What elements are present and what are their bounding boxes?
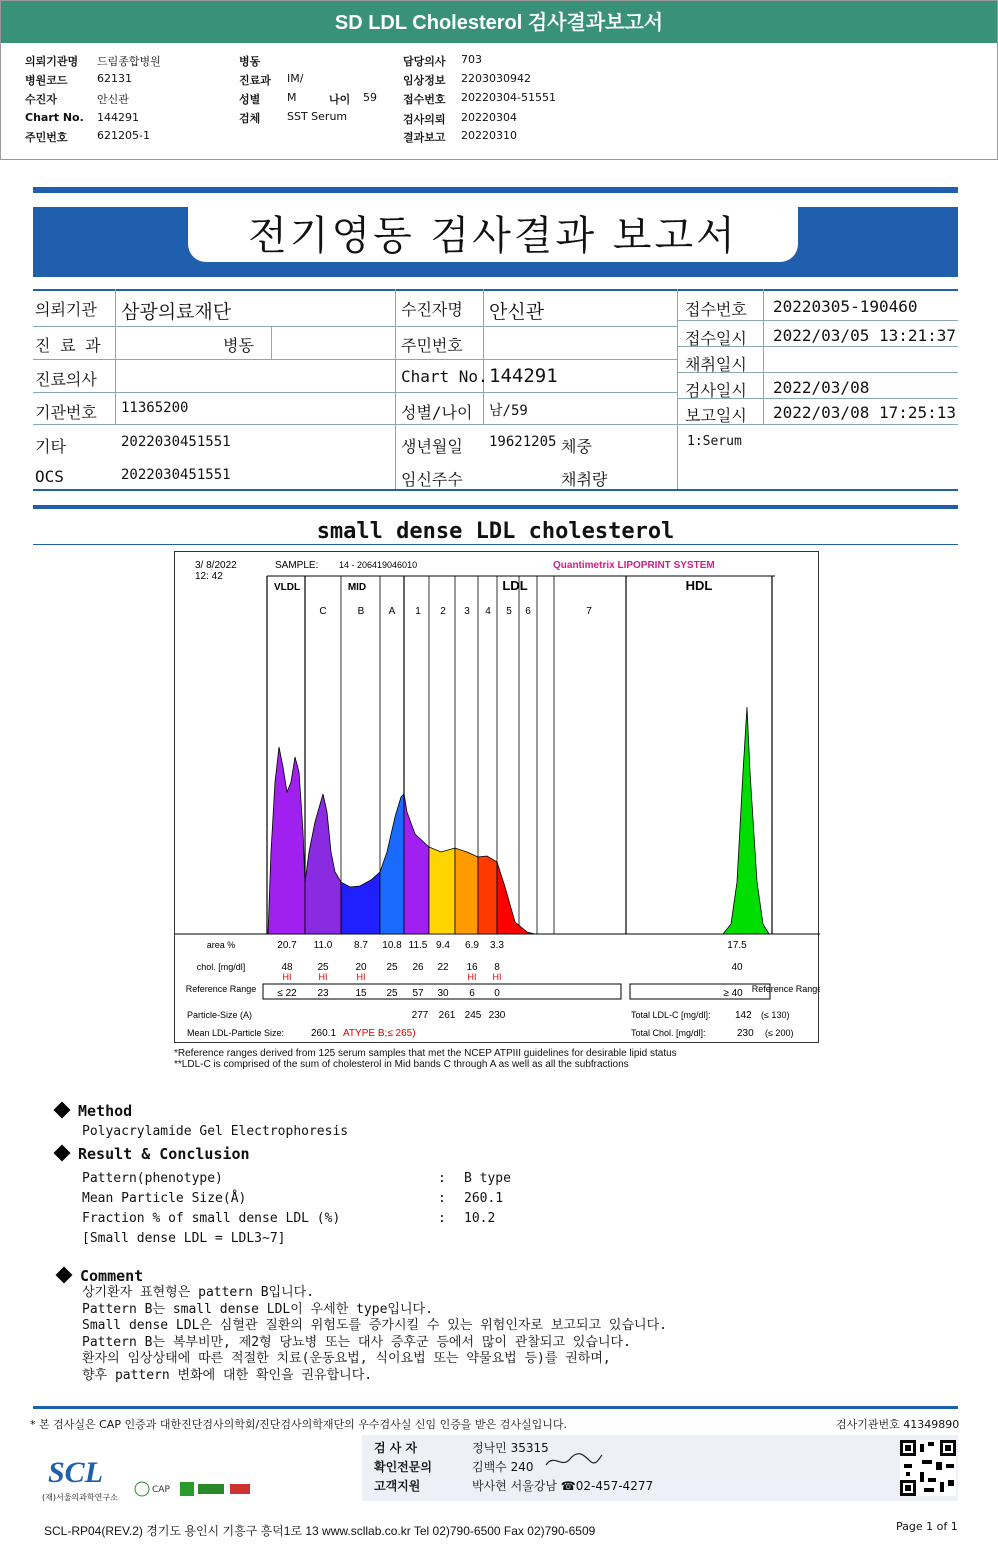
h-value: 20220304-51551 (461, 91, 556, 104)
chart-date: 3/ 8/2022 (195, 560, 237, 571)
report-date-label: 보고일시 (685, 406, 747, 425)
sample-value: 14 - 206419046010 (339, 560, 418, 570)
area-value: 11.5 (408, 940, 428, 951)
etc-label: 기타 (35, 437, 66, 456)
h-label: 주민번호 (25, 131, 68, 144)
profile-area (478, 856, 497, 934)
h-label: 임상정보 (403, 74, 446, 87)
band-label: A (388, 606, 396, 617)
preg-label: 임신주수 (401, 470, 463, 489)
result-key: Pattern(phenotype) (82, 1171, 223, 1186)
ref-value: 30 (437, 988, 449, 999)
institution-value: 삼광의료재단 (121, 301, 232, 323)
patient-label: 수진자명 (401, 300, 463, 319)
mean-label: Mean LDL-Particle Size: (187, 1028, 285, 1038)
specialist-value: 김백수 240 (472, 1460, 534, 1474)
page-number: Page 1 of 1 (896, 1520, 958, 1533)
chart-svg (175, 552, 820, 1044)
cert-logos-icon (134, 1478, 254, 1500)
total-ldl-ref: (≤ 130) (761, 1010, 790, 1020)
area-value: 10.8 (382, 940, 402, 951)
inst-no-label: 기관번호 (35, 403, 97, 422)
hi-flag: HI (467, 972, 477, 982)
area-value: 17.5 (727, 940, 747, 951)
particle-value: 277 (411, 1010, 429, 1021)
reference-notes (174, 1048, 677, 1070)
area-value: 11.0 (313, 940, 333, 951)
band-label: B (357, 606, 365, 617)
band-label: 4 (485, 606, 491, 617)
profile-area (341, 872, 380, 934)
collect-vol-label: 채취량 (561, 470, 608, 489)
total-ldl-value: 142 (735, 1010, 752, 1021)
profile-area (305, 794, 341, 934)
etc-value: 2022030451551 (121, 434, 231, 450)
particle-value: 261 (438, 1010, 456, 1021)
particle-value: 245 (464, 1010, 482, 1021)
group-label: MID (347, 582, 367, 593)
address-line: SCL-RP04(REV.2) 경기도 용인시 기흥구 흥덕1로 13 www.scllab.co.kr Tel 02)790-6500 Fax 02)790-6509 (44, 1524, 596, 1538)
comment-line: 상기환자 표현형은 pattern B입니다. (82, 1285, 315, 1300)
tester-value: 정낙민 35315 (472, 1441, 549, 1455)
group-label: VLDL (273, 582, 301, 593)
chol-value: 26 (412, 962, 424, 973)
rrn-label: 주민번호 (401, 336, 463, 355)
chol-value: 48 (281, 962, 293, 973)
scl-logo: SCL (48, 1456, 104, 1489)
ref-label: Reference Range (185, 984, 257, 994)
h-label: 진료과 (239, 74, 271, 87)
h-label: 수진자 (25, 93, 57, 106)
specialist-label: 확인전문의 (374, 1460, 432, 1474)
note-1: *Reference ranges derived from 125 serum samples that met the NCEP ATPIII guidelines for desirable lipid status (174, 1048, 677, 1059)
area-value: 3.3 (490, 940, 504, 951)
dob-value: 19621205 (489, 434, 557, 450)
h-value: 안신관 (97, 93, 129, 106)
ocs-value: 2022030451551 (121, 467, 231, 483)
ref-value: 6 (469, 988, 475, 999)
signature-box (362, 1435, 958, 1501)
diamond-bullet-icon (54, 1145, 71, 1162)
hi-flag: HI (356, 972, 366, 982)
result-value: 10.2 (464, 1211, 496, 1226)
ref-box-hdl (630, 984, 770, 999)
result-title: Result & Conclusion (78, 1145, 250, 1163)
recv-date-label: 접수일시 (685, 329, 747, 348)
method-section (56, 1102, 348, 1139)
ref-value: 23 (317, 988, 329, 999)
qr-code-icon (900, 1440, 956, 1496)
header-title: SD LDL Cholesterol 검사결과보고서 (1, 1, 997, 43)
header-grid (1, 49, 997, 155)
comment-line: 환자의 임상상태에 따른 적절한 치료(운동요법, 식이요법 또는 약물요법 등)를 권하며, (82, 1351, 611, 1367)
report-date-value: 2022/03/08 17:25:13 (773, 403, 957, 422)
chol-value: 25 (317, 962, 329, 973)
area-value: 20.7 (277, 940, 297, 951)
sex-age-label: 성별/나이 (401, 403, 473, 422)
support-label: 고객지원 (374, 1479, 421, 1493)
chol-value: 8 (494, 962, 500, 973)
result-key: Fraction % of small dense LDL (%) (82, 1211, 341, 1226)
h-value: 621205-1 (97, 129, 150, 142)
group-label: HDL (685, 578, 713, 593)
method-text: Polyacrylamide Gel Electrophoresis (82, 1124, 349, 1139)
lab-number: 검사기관번호 41349890 (836, 1418, 960, 1431)
report-title: 전기영동 검사결과 보고서 (188, 207, 798, 262)
diamond-bullet-icon (56, 1267, 73, 1284)
comment-line: Small dense LDL은 심혈관 질환의 위험도를 증가시킬 수 있는 위험인자로 보고되고 있습니다. (82, 1318, 667, 1334)
specimen-value: 1:Serum (687, 434, 742, 449)
result-note: [Small dense LDL = LDL3~7] (82, 1231, 286, 1246)
h-label: 검체 (239, 112, 261, 125)
h-label: Chart No. (25, 111, 84, 124)
area-value: 8.7 (354, 940, 368, 951)
institution-label: 의뢰기관 (35, 300, 97, 319)
comment-line: 향후 pattern 변화에 대한 확인을 권유합니다. (82, 1367, 373, 1383)
h-label: 병동 (239, 55, 261, 68)
band-label: C (319, 606, 327, 617)
result-section: Result & Conclusion Pattern(phenotype) : B type Mean Particle Size(Å) : 260.1 Fraction % of small dense LDL (%) : 10.2 [Small dense LDL = LDL3~7] (56, 1145, 756, 1251)
h-label: 접수번호 (403, 93, 446, 106)
note-2: **LDL-C is comprised of the sum of cholesterol in Mid bands C through A as well as all the subfractions (174, 1059, 629, 1070)
chol-value: 40 (731, 962, 743, 973)
h-value: 59 (363, 91, 377, 104)
band-label: 1 (415, 606, 421, 617)
h-value: 2203030942 (461, 72, 531, 85)
chol-value: 20 (355, 962, 367, 973)
comment-section (58, 1267, 938, 1385)
result-value: B type (464, 1171, 511, 1186)
h-value: SST Serum (287, 110, 348, 123)
hi-flag: HI (492, 972, 502, 982)
ocs-label: OCS (35, 467, 64, 486)
patient-value: 안신관 (489, 301, 545, 323)
profile-area (455, 848, 478, 934)
method-title: Method (78, 1102, 133, 1120)
dept-value: 병동 (223, 336, 254, 355)
inst-no-value: 11365200 (121, 400, 189, 416)
dob-label: 생년월일 (401, 437, 463, 456)
h-label: 담당의사 (403, 55, 446, 68)
cert-text: * 본 검사실은 CAP 인증과 대한진단검사의학회/진단검사의학재단의 우수검사실 신임 인증을 받은 검사실입니다. (30, 1418, 568, 1431)
footer-divider (33, 1406, 958, 1409)
total-ldl-label: Total LDL-C [mg/dl]: (631, 1010, 711, 1020)
test-date-value: 2022/03/08 (773, 378, 870, 397)
h-value: 20220304 (461, 111, 517, 124)
hi-flag: HI (282, 972, 292, 982)
result-key: Mean Particle Size(Å) (82, 1191, 247, 1206)
chol-value: 25 (386, 962, 398, 973)
particle-label: Particle-Size (A) (187, 1010, 253, 1020)
h-label: 결과보고 (403, 131, 446, 144)
ref-hdl: ≥ 40 (723, 988, 743, 999)
h-label: 나이 (329, 93, 351, 106)
chart-label: Chart No. (401, 367, 488, 386)
profile-area (268, 747, 305, 934)
ref-value: 57 (412, 988, 424, 999)
tester-label: 검 사 자 (374, 1441, 418, 1455)
comment-line: Pattern B는 복부비만, 제2형 당뇨병 또는 대사 증후군 등에서 많이 관찰되고 있습니다. (82, 1334, 631, 1350)
total-chol-ref: (≤ 200) (765, 1028, 794, 1038)
comment-line: Pattern B는 small dense LDL이 우세한 type입니다. (82, 1301, 433, 1317)
h-value: 20220310 (461, 129, 517, 142)
svg-text:CAP: CAP (152, 1485, 170, 1495)
lipoprint-chart (174, 551, 819, 1043)
weight-label: 체중 (561, 437, 592, 456)
total-chol-label: Total Chol. [mg/dl]: (631, 1028, 706, 1038)
diamond-bullet-icon (54, 1102, 71, 1119)
profile-area (429, 847, 455, 934)
info-table (33, 289, 958, 489)
ref-value: ≤ 22 (277, 988, 297, 999)
area-value: 9.4 (436, 940, 450, 951)
ref-value: 0 (494, 988, 500, 999)
h-value: 144291 (97, 111, 139, 124)
h-label: 의뢰기관명 (25, 55, 79, 68)
support-value: 박사현 서울강남 ☎02-457-4277 (472, 1479, 654, 1493)
band-label: 2 (440, 606, 446, 617)
chol-value: 16 (466, 962, 478, 973)
recv-no-value: 20220305-190460 (773, 297, 918, 316)
collect-date-label: 채취일시 (685, 355, 747, 374)
band-label: 7 (586, 606, 592, 617)
profile-area (723, 707, 769, 934)
section-title: small dense LDL cholesterol (33, 505, 958, 545)
h-value: 62131 (97, 72, 132, 85)
brand-label: Quantimetrix LIPOPRINT SYSTEM (553, 560, 715, 571)
ref-value: 25 (386, 988, 398, 999)
hi-flag: HI (318, 972, 328, 982)
group-label: LDL (502, 578, 528, 593)
total-chol-value: 230 (737, 1028, 754, 1039)
mean-type: ATYPE B;≤ 265) (343, 1028, 416, 1039)
report-title-band (33, 187, 958, 277)
mean-value: 260.1 (311, 1028, 337, 1039)
area-label: area % (206, 940, 236, 950)
h-label: 성별 (239, 93, 261, 106)
result-value: 260.1 (464, 1191, 504, 1206)
signature-icon (544, 1451, 604, 1471)
h-value: 703 (461, 53, 482, 66)
band-label: 5 (506, 606, 512, 617)
chart-time: 12: 42 (195, 571, 223, 582)
scl-logo-sub: (재)서울의과학연구소 (42, 1493, 118, 1502)
chol-label: chol. [mg/dl] (196, 962, 246, 972)
ref-label-right: Reference Range (751, 984, 820, 994)
chart-value: 144291 (489, 365, 558, 387)
ref-value: 15 (355, 988, 367, 999)
test-date-label: 검사일시 (685, 381, 747, 400)
profile-area (404, 794, 429, 934)
h-label: 검사의뢰 (403, 113, 446, 126)
h-value: M (287, 91, 297, 104)
sex-age-value: 남/59 (489, 403, 528, 419)
profile-area (497, 862, 535, 934)
chol-value: 22 (437, 962, 449, 973)
recv-no-label: 접수번호 (685, 300, 747, 319)
band-label: 6 (525, 606, 531, 617)
profile-area (380, 794, 404, 934)
dept-label: 진 료 과 (35, 336, 101, 355)
doctor-label: 진료의사 (35, 370, 97, 389)
sample-label: SAMPLE: (275, 560, 319, 571)
h-label: 병원코드 (25, 74, 68, 87)
area-value: 6.9 (465, 940, 479, 951)
band-label: 3 (464, 606, 470, 617)
h-value: 드림종합병원 (97, 55, 161, 68)
top-header (0, 0, 998, 160)
recv-date-value: 2022/03/05 13:21:37 (773, 326, 957, 345)
comment-title: Comment (80, 1267, 144, 1285)
particle-value: 230 (488, 1010, 506, 1021)
h-value: IM/ (287, 72, 304, 85)
